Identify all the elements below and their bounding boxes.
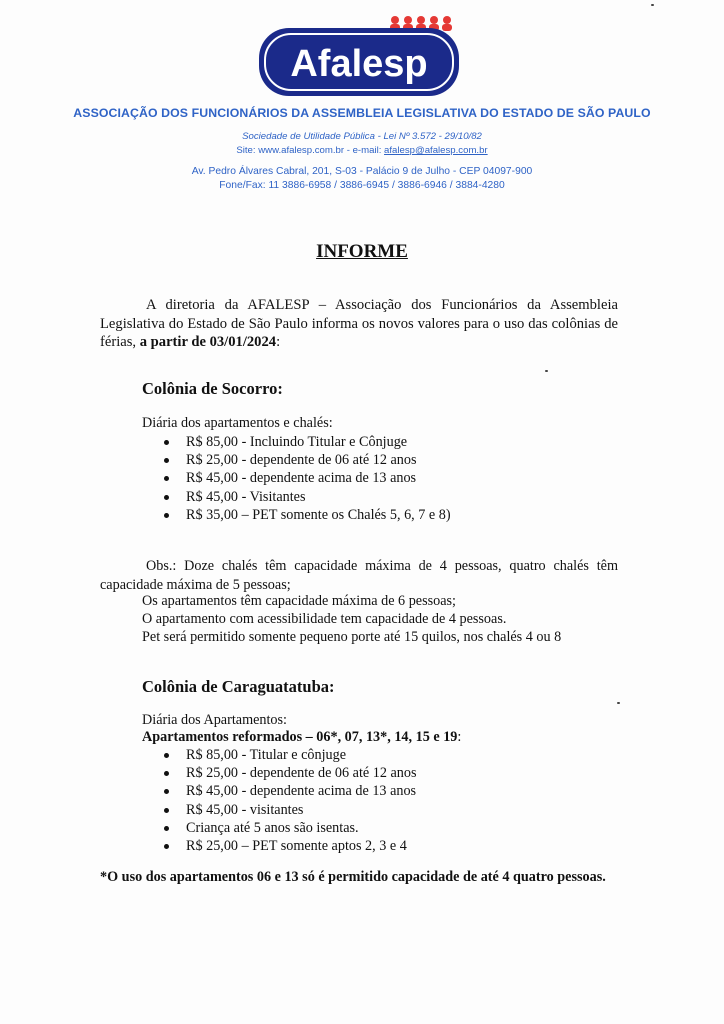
scan-speck — [545, 370, 548, 372]
contact-line — [0, 145, 724, 156]
list-item: R$ 25,00 - dependente de 06 até 12 anos — [160, 764, 417, 782]
email-link[interactable]: afalesp@afalesp.com.br — [384, 145, 488, 156]
afalesp-logo — [255, 14, 467, 100]
page-title: INFORME — [316, 241, 408, 262]
scan-speck — [617, 702, 620, 704]
socorro-obs: Obs.: Doze chalés têm capacidade máxima de 4 pessoas, quatro chalés têm capacidade máxima de 5 pessoas; — [100, 558, 618, 593]
list-item: Criança até 5 anos são isentas. — [160, 819, 417, 837]
obs-line: Os apartamentos têm capacidade máxima de 6 pessoas; — [142, 593, 456, 609]
caraguatatuba-subheading: Diária dos Apartamentos: — [142, 712, 287, 728]
list-item: R$ 85,00 - Titular e cônjuge — [160, 746, 417, 764]
list-item: R$ 25,00 – PET somente aptos 2, 3 e 4 — [160, 837, 417, 855]
obs-line: Pet será permitido somente pequeno porte até 15 quilos, nos chalés 4 ou 8 — [142, 629, 562, 645]
reformed-apartments — [142, 729, 461, 746]
intro-date: a partir de 03/01/2024 — [139, 334, 277, 350]
list-item: R$ 45,00 - Visitantes — [160, 488, 451, 506]
phones-line: Fone/Fax: 11 3886-6958 / 3886-6945 / 3886-6946 / 3884-4280 — [219, 180, 505, 191]
socorro-heading: Colônia de Socorro: — [142, 379, 283, 398]
logo-graphic — [255, 14, 467, 100]
caraguatatuba-price-list — [160, 746, 417, 855]
obs-line: O apartamento com acessibilidade tem capacidade de 4 pessoas. — [142, 611, 507, 627]
scan-speck — [651, 4, 654, 6]
list-item: R$ 25,00 - dependente de 06 até 12 anos — [160, 451, 451, 469]
socorro-subheading: Diária dos apartamentos e chalés: — [142, 415, 333, 431]
utility-line: Sociedade de Utilidade Pública - Lei Nº 3.572 - 29/10/82 — [242, 131, 482, 142]
socorro-price-list — [160, 433, 451, 524]
site-text: Site: www.afalesp.com.br - e-mail: — [236, 145, 385, 156]
list-item: R$ 45,00 - dependente acima de 13 anos — [160, 469, 451, 487]
list-item: R$ 35,00 – PET somente os Chalés 5, 6, 7 e 8) — [160, 506, 451, 524]
list-item: R$ 45,00 - dependente acima de 13 anos — [160, 782, 417, 800]
address-line: Av. Pedro Álvares Cabral, 201, S-03 - Palácio 9 de Julho - CEP 04097-900 — [191, 166, 533, 177]
caraguatatuba-heading: Colônia de Caraguatatuba: — [142, 677, 335, 696]
reformed-end: : — [457, 729, 462, 745]
intro-end: : — [276, 334, 281, 350]
list-item: R$ 85,00 - Incluindo Titular e Cônjuge — [160, 433, 451, 451]
reformed-label: Apartamentos reformados — [142, 729, 303, 745]
logo-text: Afalesp — [290, 43, 428, 85]
intro-text: A diretoria da AFALESP – Associação dos Funcionários da Assembleia Legislativa do Estado de São Paulo informa os novos valores para o uso das colônias de férias, — [100, 297, 618, 350]
list-item: R$ 45,00 - visitantes — [160, 801, 417, 819]
org-name: ASSOCIAÇÃO DOS FUNCIONÁRIOS DA ASSEMBLEIA LEGISLATIVA DO ESTADO DE SÃO PAULO — [73, 106, 651, 120]
capacity-note: *O uso dos apartamentos 06 e 13 só é permitido capacidade de até 4 quatro pessoas. — [100, 869, 606, 885]
reformed-list: – 06*, 07, 13*, 14, 15 e 19 — [302, 729, 458, 745]
intro-paragraph — [100, 296, 618, 352]
